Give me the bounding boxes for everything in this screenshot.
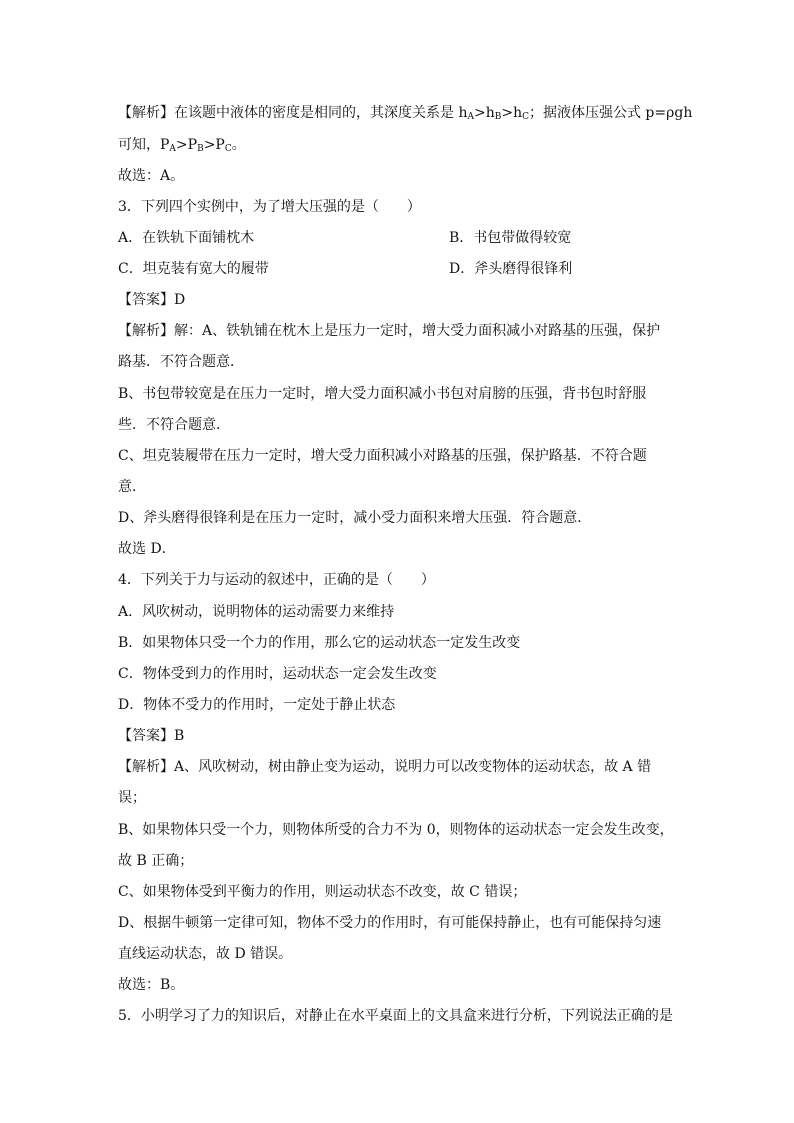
text: >h xyxy=(501,105,523,121)
q4-analysis-line: B、如果物体只受一个力，则物体所受的合力不为 0，则物体的运动状态一定会发生改变， xyxy=(118,822,674,838)
q4-analysis-line: 故选：B。 xyxy=(118,977,185,993)
q3-analysis-line: 意． xyxy=(118,479,146,495)
q4-analysis-line: 直线运动状态，故 D 错误。 xyxy=(118,946,293,962)
q3-option-b: B．书包带做得较宽 xyxy=(449,230,572,246)
subscript: A xyxy=(169,144,176,154)
q2-choice: 故选：A。 xyxy=(118,168,185,184)
subscript: B xyxy=(197,144,204,154)
q4-option-d: D．物体不受力的作用时，一定处于静止状态 xyxy=(118,697,396,713)
q4-analysis-line: D、根据牛顿第一定律可知，物体不受力的作用时，有可能保持静止，也有可能保持匀速 xyxy=(118,915,662,931)
q3-analysis-line: B、书包带较宽是在压力一定时，增大受力面积减小书包对肩膀的压强，背书包时舒服 xyxy=(118,386,647,402)
text: ；据液体压强公式 p=ρgh xyxy=(528,105,693,121)
text: >P xyxy=(175,137,198,153)
q3-analysis-line: 【解析】解：A、铁轨铺在枕木上是压力一定时，增大受力面积减小对路基的压强，保护 xyxy=(118,323,661,339)
q4-analysis-line: 【解析】A、风吹树动，树由静止变为运动，说明力可以改变物体的运动状态，故 A 错 xyxy=(118,759,652,775)
q2-analysis-line-2 xyxy=(118,136,246,154)
q4-answer: 【答案】B xyxy=(118,728,185,744)
q3-analysis-line: 路基．不符合题意． xyxy=(118,354,244,370)
q3-answer: 【答案】D xyxy=(118,292,186,308)
q3-analysis-line: 故选 D． xyxy=(118,541,176,557)
text: >h xyxy=(473,105,495,121)
q4-question: 4．下列关于力与运动的叙述中，正确的是（ ） xyxy=(118,572,435,588)
q3-analysis-line: C、坦克装履带在压力一定时，增大受力面积减小对路基的压强，保护路基．不符合题 xyxy=(118,448,647,464)
q5-question: 5．小明学习了力的知识后，对静止在水平桌面上的文具盒来进行分析，下列说法正确的是 xyxy=(118,1008,673,1024)
q3-analysis-line: D、斧头磨得很锋利是在压力一定时，减小受力面积来增大压强．符合题意． xyxy=(118,510,592,526)
q4-option-c: C．物体受到力的作用时，运动状态一定会发生改变 xyxy=(118,666,437,682)
q3-option-a: A．在铁轨下面铺枕木 xyxy=(118,230,255,246)
q4-analysis-line: C、如果物体受到平衡力的作用，则运动状态不改变，故 C 错误； xyxy=(118,884,527,900)
subscript: C xyxy=(522,112,529,122)
q3-option-c: C．坦克装有宽大的履带 xyxy=(118,261,269,277)
text: >P xyxy=(203,137,225,153)
q3-question: 3．下列四个实例中，为了增大压强的是（ ） xyxy=(118,199,421,215)
q4-analysis-line: 故 B 正确； xyxy=(118,853,194,869)
q3-analysis-line: 些．不符合题意． xyxy=(118,417,230,433)
subscript: A xyxy=(467,112,474,122)
q2-analysis-line-1 xyxy=(118,104,692,122)
text: 。 xyxy=(231,137,246,153)
subscript: C xyxy=(224,144,232,154)
q4-analysis-line: 误； xyxy=(118,790,146,806)
text: 【解析】在该题中液体的密度是相同的，其深度关系是 h xyxy=(118,105,468,121)
q4-option-a: A．风吹树动，说明物体的运动需要力来维持 xyxy=(118,604,395,620)
q4-option-b: B．如果物体只受一个力的作用，那么它的运动状态一定发生改变 xyxy=(118,635,521,651)
q3-option-d: D．斧头磨得很锋利 xyxy=(449,261,573,277)
subscript: B xyxy=(494,112,502,122)
text: 可知，P xyxy=(118,137,170,153)
